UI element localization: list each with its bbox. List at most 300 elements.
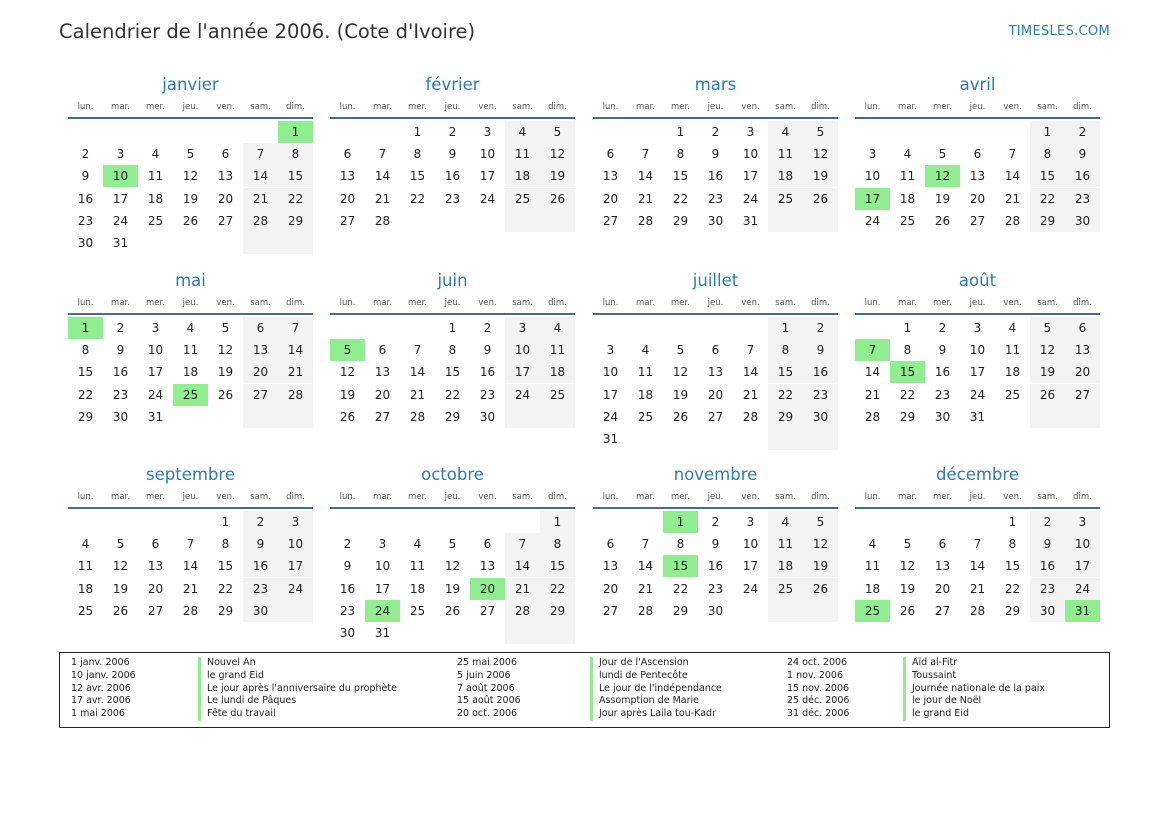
day-cell[interactable]: 20 [602, 191, 619, 206]
day-cell[interactable]: 17 [742, 169, 759, 184]
day-cell[interactable]: 31 [602, 432, 619, 446]
day-cell[interactable]: 3 [746, 125, 755, 139]
day-cell[interactable]: 1 [903, 321, 912, 335]
day-cell[interactable]: 2 [803, 317, 838, 339]
day-cell[interactable]: 4 [768, 511, 803, 533]
day-cell[interactable]: 4 [540, 317, 575, 339]
day-cell[interactable]: 30 [934, 409, 951, 424]
day-cell[interactable]: 6 [151, 537, 160, 552]
day-cell[interactable]: 15 [672, 169, 689, 184]
day-cell[interactable]: 18 [77, 581, 94, 596]
day-cell[interactable]: 22 [899, 387, 916, 402]
day-cell[interactable]: 3 [116, 147, 125, 162]
day-cell[interactable]: 24 [278, 578, 313, 600]
day-cell[interactable]: 11 [540, 339, 575, 361]
day-cell[interactable]: 12 [540, 143, 575, 165]
day-cell[interactable]: 1 [448, 321, 457, 335]
day-cell[interactable]: 30 [243, 600, 278, 622]
day-cell[interactable]: 28 [969, 603, 986, 618]
day-cell[interactable]: 10 [742, 147, 759, 162]
day-cell[interactable]: 12 [444, 559, 461, 574]
day-cell[interactable]: 28 [1004, 213, 1021, 228]
day-cell[interactable]: 23 [1065, 188, 1100, 210]
day-cell[interactable]: 8 [676, 147, 685, 162]
day-cell[interactable]: 13 [374, 365, 391, 380]
day-cell[interactable]: 28 [182, 603, 199, 618]
day-cell[interactable]: 27 [217, 213, 234, 228]
day-cell[interactable]: 10 [1065, 533, 1100, 555]
day-cell[interactable]: 27 [1065, 384, 1100, 406]
day-cell[interactable]: 15 [540, 555, 575, 577]
day-cell[interactable]: 27 [934, 603, 951, 618]
day-cell[interactable]: 28 [243, 210, 278, 232]
day-cell[interactable]: 4 [1008, 321, 1017, 335]
day-cell[interactable]: 16 [934, 365, 951, 380]
day-cell[interactable]: 12 [899, 559, 916, 574]
day-cell[interactable]: 14 [182, 559, 199, 574]
day-cell[interactable]: 14 [637, 169, 654, 184]
day-cell[interactable]: 22 [540, 578, 575, 600]
day-cell[interactable]: 31 [374, 626, 391, 640]
day-cell[interactable]: 3 [973, 321, 982, 335]
day-cell[interactable]: 24 [602, 409, 619, 424]
day-cell[interactable]: 14 [864, 365, 881, 380]
day-cell[interactable]: 30 [112, 409, 129, 424]
day-cell[interactable]: 5 [903, 537, 912, 552]
day-cell[interactable]: 29 [672, 213, 689, 228]
day-cell[interactable]: 11 [147, 169, 164, 184]
day-cell[interactable]: 5 [540, 121, 575, 143]
day-cell[interactable]: 31 [147, 409, 164, 424]
day-cell[interactable]: 9 [711, 147, 720, 162]
day-cell[interactable]: 12 [182, 169, 199, 184]
holiday-day-cell[interactable]: 31 [1065, 600, 1100, 622]
day-cell[interactable]: 11 [768, 533, 803, 555]
day-cell[interactable]: 13 [217, 169, 234, 184]
day-cell[interactable]: 27 [147, 603, 164, 618]
day-cell[interactable]: 16 [77, 191, 94, 206]
day-cell[interactable]: 5 [448, 537, 457, 552]
day-cell[interactable]: 25 [505, 188, 540, 210]
day-cell[interactable]: 8 [768, 339, 803, 361]
day-cell[interactable]: 23 [444, 191, 461, 206]
day-cell[interactable]: 31 [112, 236, 129, 250]
holiday-day-cell[interactable]: 1 [278, 121, 313, 143]
day-cell[interactable]: 24 [479, 191, 496, 206]
day-cell[interactable]: 26 [339, 409, 356, 424]
day-cell[interactable]: 7 [186, 537, 195, 552]
day-cell[interactable]: 2 [116, 321, 125, 335]
day-cell[interactable]: 26 [934, 213, 951, 228]
day-cell[interactable]: 26 [444, 603, 461, 618]
day-cell[interactable]: 8 [903, 343, 912, 358]
day-cell[interactable]: 7 [1008, 147, 1017, 162]
day-cell[interactable]: 6 [606, 537, 615, 552]
day-cell[interactable]: 7 [641, 147, 650, 162]
day-cell[interactable]: 27 [339, 213, 356, 228]
day-cell[interactable]: 29 [768, 406, 803, 428]
day-cell[interactable]: 17 [742, 559, 759, 574]
day-cell[interactable]: 23 [243, 578, 278, 600]
day-cell[interactable]: 22 [1030, 188, 1065, 210]
day-cell[interactable]: 24 [742, 191, 759, 206]
day-cell[interactable]: 2 [448, 125, 457, 139]
day-cell[interactable]: 12 [803, 143, 838, 165]
day-cell[interactable]: 10 [374, 559, 391, 574]
day-cell[interactable]: 17 [1065, 555, 1100, 577]
day-cell[interactable]: 19 [1030, 361, 1065, 383]
day-cell[interactable]: 18 [505, 165, 540, 187]
day-cell[interactable]: 28 [409, 409, 426, 424]
day-cell[interactable]: 18 [899, 191, 916, 206]
day-cell[interactable]: 26 [1030, 384, 1065, 406]
day-cell[interactable]: 4 [151, 147, 160, 162]
day-cell[interactable]: 27 [707, 409, 724, 424]
day-cell[interactable]: 5 [938, 147, 947, 162]
day-cell[interactable]: 18 [768, 555, 803, 577]
day-cell[interactable]: 19 [803, 555, 838, 577]
holiday-day-cell[interactable]: 15 [663, 555, 698, 577]
day-cell[interactable]: 24 [969, 387, 986, 402]
day-cell[interactable]: 8 [448, 343, 457, 358]
day-cell[interactable]: 25 [637, 409, 654, 424]
day-cell[interactable]: 21 [1004, 191, 1021, 206]
day-cell[interactable]: 14 [969, 559, 986, 574]
day-cell[interactable]: 13 [969, 169, 986, 184]
day-cell[interactable]: 18 [637, 387, 654, 402]
day-cell[interactable]: 13 [707, 365, 724, 380]
day-cell[interactable]: 2 [343, 537, 352, 552]
day-cell[interactable]: 25 [768, 188, 803, 210]
day-cell[interactable]: 2 [81, 147, 90, 162]
day-cell[interactable]: 7 [278, 317, 313, 339]
day-cell[interactable]: 4 [768, 121, 803, 143]
day-cell[interactable]: 29 [1030, 210, 1065, 232]
day-cell[interactable]: 2 [1065, 121, 1100, 143]
day-cell[interactable]: 15 [444, 365, 461, 380]
day-cell[interactable]: 9 [1030, 533, 1065, 555]
day-cell[interactable]: 26 [217, 387, 234, 402]
day-cell[interactable]: 20 [147, 581, 164, 596]
day-cell[interactable]: 17 [602, 387, 619, 402]
day-cell[interactable]: 3 [378, 537, 387, 552]
day-cell[interactable]: 20 [602, 581, 619, 596]
day-cell[interactable]: 5 [116, 537, 125, 552]
day-cell[interactable]: 6 [938, 537, 947, 552]
day-cell[interactable]: 10 [147, 343, 164, 358]
day-cell[interactable]: 24 [864, 213, 881, 228]
day-cell[interactable]: 13 [339, 169, 356, 184]
holiday-day-cell[interactable]: 20 [470, 578, 505, 600]
day-cell[interactable]: 17 [374, 581, 391, 596]
day-cell[interactable]: 11 [1004, 343, 1021, 358]
day-cell[interactable]: 21 [637, 581, 654, 596]
day-cell[interactable]: 6 [1065, 317, 1100, 339]
day-cell[interactable]: 13 [602, 559, 619, 574]
day-cell[interactable]: 8 [81, 343, 90, 358]
day-cell[interactable]: 26 [182, 213, 199, 228]
day-cell[interactable]: 10 [742, 537, 759, 552]
day-cell[interactable]: 15 [409, 169, 426, 184]
day-cell[interactable]: 11 [505, 143, 540, 165]
day-cell[interactable]: 30 [803, 406, 838, 428]
day-cell[interactable]: 30 [339, 626, 356, 640]
day-cell[interactable]: 21 [243, 188, 278, 210]
day-cell[interactable]: 4 [868, 537, 877, 552]
day-cell[interactable]: 21 [742, 387, 759, 402]
day-cell[interactable]: 8 [278, 143, 313, 165]
day-cell[interactable]: 22 [409, 191, 426, 206]
day-cell[interactable]: 9 [81, 169, 90, 184]
day-cell[interactable]: 6 [221, 147, 230, 162]
day-cell[interactable]: 4 [903, 147, 912, 162]
day-cell[interactable]: 2 [483, 321, 492, 335]
day-cell[interactable]: 17 [505, 361, 540, 383]
day-cell[interactable]: 24 [505, 384, 540, 406]
day-cell[interactable]: 21 [374, 191, 391, 206]
holiday-day-cell[interactable]: 12 [925, 165, 960, 187]
day-cell[interactable]: 8 [676, 537, 685, 552]
day-cell[interactable]: 18 [409, 581, 426, 596]
day-cell[interactable]: 16 [803, 361, 838, 383]
day-cell[interactable]: 10 [278, 533, 313, 555]
day-cell[interactable]: 1 [768, 317, 803, 339]
day-cell[interactable]: 11 [409, 559, 426, 574]
day-cell[interactable]: 21 [505, 578, 540, 600]
day-cell[interactable]: 19 [444, 581, 461, 596]
day-cell[interactable]: 9 [483, 343, 492, 358]
day-cell[interactable]: 20 [243, 361, 278, 383]
day-cell[interactable]: 18 [864, 581, 881, 596]
day-cell[interactable]: 29 [540, 600, 575, 622]
day-cell[interactable]: 4 [413, 537, 422, 552]
holiday-day-cell[interactable]: 7 [855, 339, 890, 361]
day-cell[interactable]: 7 [505, 533, 540, 555]
day-cell[interactable]: 31 [742, 213, 759, 228]
day-cell[interactable]: 23 [934, 387, 951, 402]
day-cell[interactable]: 20 [374, 387, 391, 402]
day-cell[interactable]: 10 [864, 169, 881, 184]
day-cell[interactable]: 16 [707, 169, 724, 184]
day-cell[interactable]: 22 [77, 387, 94, 402]
holiday-day-cell[interactable]: 15 [890, 361, 925, 383]
day-cell[interactable]: 11 [637, 365, 654, 380]
day-cell[interactable]: 18 [768, 165, 803, 187]
day-cell[interactable]: 23 [339, 603, 356, 618]
day-cell[interactable]: 10 [602, 365, 619, 380]
day-cell[interactable]: 12 [217, 343, 234, 358]
day-cell[interactable]: 11 [768, 143, 803, 165]
day-cell[interactable]: 12 [339, 365, 356, 380]
day-cell[interactable]: 25 [540, 384, 575, 406]
day-cell[interactable]: 30 [479, 409, 496, 424]
holiday-day-cell[interactable]: 25 [173, 384, 208, 406]
holiday-day-cell[interactable]: 24 [365, 600, 400, 622]
day-cell[interactable]: 4 [186, 321, 195, 335]
day-cell[interactable]: 4 [505, 121, 540, 143]
day-cell[interactable]: 3 [278, 511, 313, 533]
day-cell[interactable]: 15 [77, 365, 94, 380]
day-cell[interactable]: 3 [606, 343, 615, 358]
day-cell[interactable]: 19 [899, 581, 916, 596]
day-cell[interactable]: 23 [77, 213, 94, 228]
day-cell[interactable]: 3 [1065, 511, 1100, 533]
day-cell[interactable]: 21 [409, 387, 426, 402]
day-cell[interactable]: 17 [112, 191, 129, 206]
day-cell[interactable]: 22 [278, 188, 313, 210]
day-cell[interactable]: 10 [479, 147, 496, 162]
holiday-day-cell[interactable]: 25 [855, 600, 890, 622]
day-cell[interactable]: 8 [540, 533, 575, 555]
day-cell[interactable]: 2 [711, 515, 720, 529]
day-cell[interactable]: 26 [540, 188, 575, 210]
day-cell[interactable]: 9 [1065, 143, 1100, 165]
day-cell[interactable]: 14 [409, 365, 426, 380]
day-cell[interactable]: 7 [378, 147, 387, 162]
day-cell[interactable]: 19 [112, 581, 129, 596]
day-cell[interactable]: 16 [444, 169, 461, 184]
day-cell[interactable]: 23 [112, 387, 129, 402]
day-cell[interactable]: 14 [1004, 169, 1021, 184]
day-cell[interactable]: 1 [540, 511, 575, 533]
day-cell[interactable]: 22 [444, 387, 461, 402]
day-cell[interactable]: 28 [374, 213, 391, 228]
day-cell[interactable]: 8 [1030, 143, 1065, 165]
day-cell[interactable]: 15 [1030, 165, 1065, 187]
day-cell[interactable]: 3 [151, 321, 160, 335]
day-cell[interactable]: 26 [803, 188, 838, 210]
day-cell[interactable]: 28 [637, 213, 654, 228]
day-cell[interactable]: 28 [637, 603, 654, 618]
day-cell[interactable]: 17 [147, 365, 164, 380]
day-cell[interactable]: 6 [243, 317, 278, 339]
day-cell[interactable]: 6 [378, 343, 387, 358]
day-cell[interactable]: 20 [217, 191, 234, 206]
day-cell[interactable]: 27 [602, 603, 619, 618]
day-cell[interactable]: 27 [243, 384, 278, 406]
day-cell[interactable]: 2 [711, 125, 720, 139]
day-cell[interactable]: 9 [243, 533, 278, 555]
day-cell[interactable]: 2 [1030, 511, 1065, 533]
day-cell[interactable]: 23 [803, 384, 838, 406]
day-cell[interactable]: 1 [1030, 121, 1065, 143]
day-cell[interactable]: 29 [444, 409, 461, 424]
day-cell[interactable]: 3 [483, 125, 492, 139]
day-cell[interactable]: 4 [81, 537, 90, 552]
holiday-day-cell[interactable]: 1 [663, 511, 698, 533]
day-cell[interactable]: 15 [278, 165, 313, 187]
day-cell[interactable]: 14 [505, 555, 540, 577]
day-cell[interactable]: 20 [934, 581, 951, 596]
day-cell[interactable]: 29 [672, 603, 689, 618]
day-cell[interactable]: 10 [505, 339, 540, 361]
day-cell[interactable]: 27 [374, 409, 391, 424]
day-cell[interactable]: 24 [742, 581, 759, 596]
day-cell[interactable]: 19 [339, 387, 356, 402]
day-cell[interactable]: 2 [243, 511, 278, 533]
day-cell[interactable]: 19 [803, 165, 838, 187]
day-cell[interactable]: 13 [602, 169, 619, 184]
day-cell[interactable]: 18 [182, 365, 199, 380]
day-cell[interactable]: 1 [676, 125, 685, 139]
day-cell[interactable]: 22 [1004, 581, 1021, 596]
day-cell[interactable]: 9 [803, 339, 838, 361]
day-cell[interactable]: 13 [147, 559, 164, 574]
day-cell[interactable]: 4 [641, 343, 650, 358]
day-cell[interactable]: 21 [182, 581, 199, 596]
day-cell[interactable]: 3 [505, 317, 540, 339]
day-cell[interactable]: 16 [243, 555, 278, 577]
holiday-day-cell[interactable]: 17 [855, 188, 890, 210]
day-cell[interactable]: 8 [413, 147, 422, 162]
day-cell[interactable]: 29 [217, 603, 234, 618]
day-cell[interactable]: 16 [707, 559, 724, 574]
day-cell[interactable]: 27 [479, 603, 496, 618]
day-cell[interactable]: 23 [479, 387, 496, 402]
day-cell[interactable]: 25 [77, 603, 94, 618]
day-cell[interactable]: 19 [217, 365, 234, 380]
day-cell[interactable]: 22 [672, 191, 689, 206]
day-cell[interactable]: 22 [217, 581, 234, 596]
day-cell[interactable]: 23 [1030, 578, 1065, 600]
day-cell[interactable]: 16 [1030, 555, 1065, 577]
day-cell[interactable]: 14 [374, 169, 391, 184]
day-cell[interactable]: 16 [112, 365, 129, 380]
day-cell[interactable]: 9 [938, 343, 947, 358]
day-cell[interactable]: 23 [707, 581, 724, 596]
day-cell[interactable]: 21 [969, 581, 986, 596]
day-cell[interactable]: 19 [934, 191, 951, 206]
day-cell[interactable]: 6 [606, 147, 615, 162]
day-cell[interactable]: 27 [969, 213, 986, 228]
day-cell[interactable]: 10 [969, 343, 986, 358]
day-cell[interactable]: 24 [147, 387, 164, 402]
day-cell[interactable]: 25 [409, 603, 426, 618]
day-cell[interactable]: 18 [147, 191, 164, 206]
holiday-day-cell[interactable]: 5 [330, 339, 365, 361]
day-cell[interactable]: 9 [343, 559, 352, 574]
holiday-day-cell[interactable]: 10 [103, 165, 138, 187]
day-cell[interactable]: 26 [672, 409, 689, 424]
day-cell[interactable]: 6 [711, 343, 720, 358]
day-cell[interactable]: 16 [479, 365, 496, 380]
day-cell[interactable]: 14 [243, 165, 278, 187]
day-cell[interactable]: 12 [803, 533, 838, 555]
day-cell[interactable]: 21 [637, 191, 654, 206]
day-cell[interactable]: 7 [413, 343, 422, 358]
day-cell[interactable]: 12 [672, 365, 689, 380]
day-cell[interactable]: 30 [1030, 600, 1065, 622]
day-cell[interactable]: 18 [540, 361, 575, 383]
day-cell[interactable]: 2 [938, 321, 947, 335]
day-cell[interactable]: 15 [768, 361, 803, 383]
day-cell[interactable]: 29 [77, 409, 94, 424]
day-cell[interactable]: 30 [1065, 210, 1100, 232]
day-cell[interactable]: 9 [448, 147, 457, 162]
day-cell[interactable]: 6 [973, 147, 982, 162]
day-cell[interactable]: 1 [413, 125, 422, 139]
day-cell[interactable]: 25 [768, 578, 803, 600]
day-cell[interactable]: 11 [864, 559, 881, 574]
day-cell[interactable]: 26 [803, 578, 838, 600]
day-cell[interactable]: 5 [803, 511, 838, 533]
day-cell[interactable]: 12 [1030, 339, 1065, 361]
day-cell[interactable]: 29 [899, 409, 916, 424]
day-cell[interactable]: 27 [602, 213, 619, 228]
day-cell[interactable]: 7 [746, 343, 755, 358]
day-cell[interactable]: 26 [899, 603, 916, 618]
day-cell[interactable]: 5 [221, 321, 230, 335]
